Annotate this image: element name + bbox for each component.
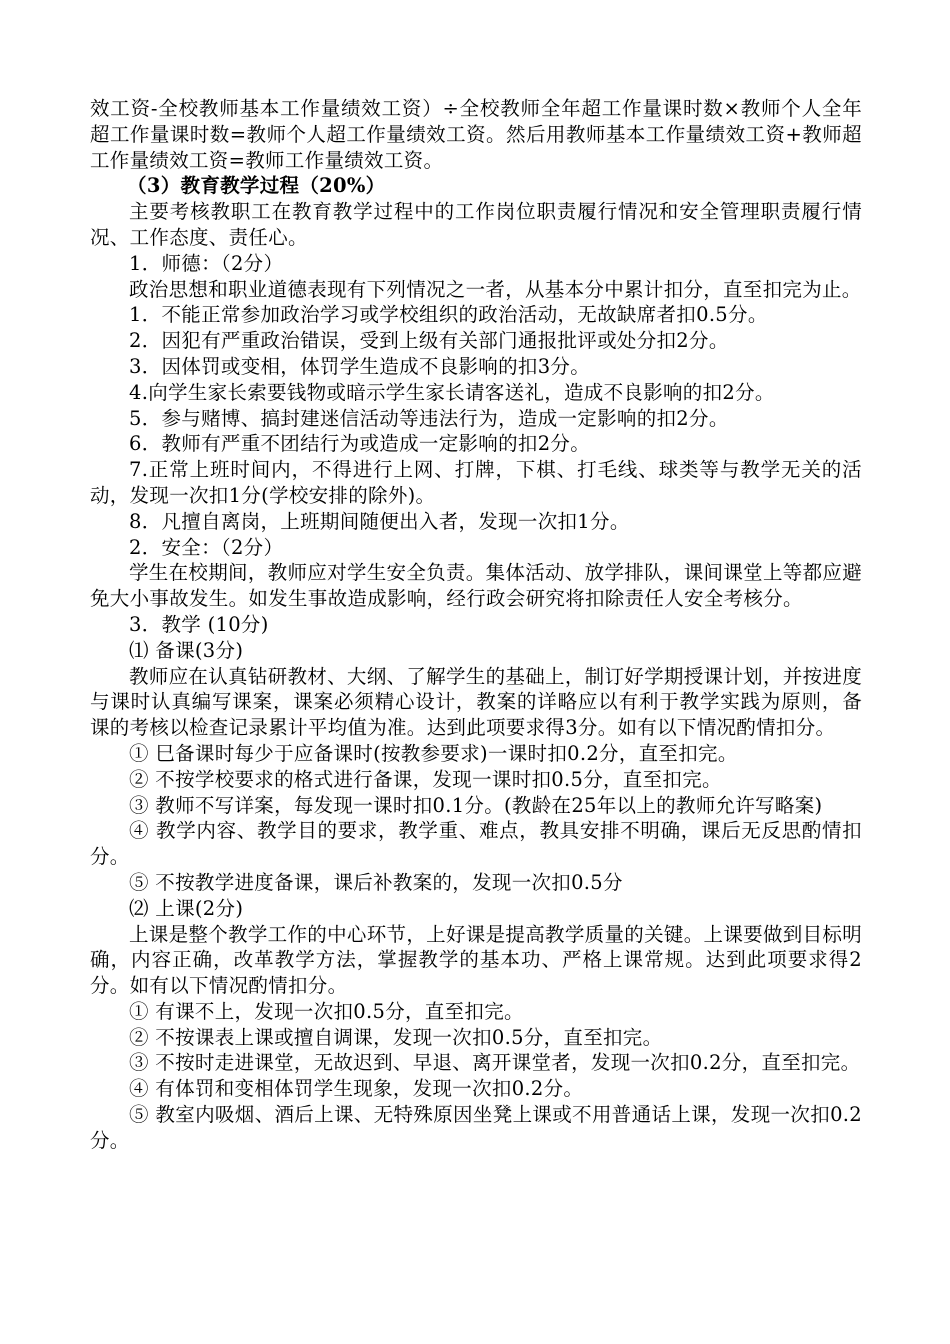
list-item-class-1: ① 有课不上，发现一次扣0.5分，直至扣完。 [129, 999, 524, 1023]
subheading-lesson-prep: ⑴ 备课(3分) [129, 638, 244, 662]
list-item-prep-4: ④ 教学内容、教学目的要求，教学重、难点，教具安排不明确，课后无反思酌情扣分。 [90, 819, 862, 869]
subheading-ethics: 1．师德：（2分） [129, 251, 284, 275]
paragraph-class: 上课是整个教学工作的中心环节，上好课是提高教学质量的关键。上课要做到目标明确，内容正确，改革教学方法，掌握教学的基本功、严格上课常规。达到此项要求得2分。如有以下情况酌情扣分。 [90, 922, 862, 998]
paragraph-salary-formula: 效工资-全校教师基本工作量绩效工资）÷全校教师全年超工作量课时数×教师个人全年超工作量课时数=教师个人超工作量绩效工资。然后用教师基本工作量绩效工资+教师超工作量绩效工资=教师工作量绩效工资。 [90, 97, 862, 172]
paragraph-safety: 学生在校期间，教师应对学生安全负责。集体活动、放学排队，课间课堂上等都应避免大小事故发生。如发生事故造成影响，经行政会研究将扣除责任人安全考核分。 [90, 561, 862, 611]
list-item-ethics-5: 5．参与赌博、搞封建迷信活动等违法行为，造成一定影响的扣2分。 [129, 406, 729, 430]
paragraph-ethics-intro: 政治思想和职业道德表现有下列情况之一者，从基本分中累计扣分，直至扣完为止。 [129, 277, 862, 301]
subheading-safety: 2．安全：（2分） [129, 535, 284, 559]
list-item-ethics-1: 1．不能正常参加政治学习或学校组织的政治活动，无故缺席者扣0.5分。 [129, 303, 768, 327]
list-item-prep-3: ③ 教师不写详案，每发现一课时扣0.1分。(教龄在25年以上的教师允许写略案) [129, 793, 823, 817]
list-item-class-2: ② 不按课表上课或擅自调课，发现一次扣0.5分，直至扣完。 [129, 1025, 663, 1049]
paragraph-lesson-prep: 教师应在认真钻研教材、大纲、了解学生的基础上，制订好学期授课计划，并按进度与课时认真编写课案，课案必须精心设计，教案的详略应以有利于教学实践为原则，备课的考核以检查记录累计平均值为准。达到此项要求得3分。如有以下情况酌情扣分。 [90, 664, 862, 740]
list-item-ethics-8: 8．凡擅自离岗，上班期间随便出入者，发现一次扣1分。 [129, 509, 630, 533]
list-item-ethics-7: 7.正常上班时间内，不得进行上网、打牌，下棋、打毛线、球类等与教学无关的活动，发现一次扣1分(学校安排的除外)。 [90, 458, 862, 507]
list-item-ethics-4: 4.向学生家长索要钱物或暗示学生家长请客送礼，造成不良影响的扣2分。 [129, 380, 775, 404]
list-item-prep-1: ① 巳备课时每少于应备课时(按教参要求)一课时扣0.2分，直至扣完。 [129, 741, 738, 765]
list-item-prep-2: ② 不按学校要求的格式进行备课，发现一课时扣0.5分，直至扣完。 [129, 767, 722, 791]
subheading-class: ⑵ 上课(2分) [129, 896, 244, 920]
paragraph-assessment-scope: 主要考核教职工在教育教学过程中的工作岗位职责履行情况和安全管理职责履行情况、工作态度、责任心。 [90, 200, 862, 249]
list-item-ethics-2: 2．因犯有严重政治错误，受到上级有关部门通报批评或处分扣2分。 [129, 329, 729, 353]
list-item-class-5: ⑤ 教室内吸烟、酒后上课、无特殊原因坐凳上课或不用普通话上课，发现一次扣0.2分。 [90, 1103, 862, 1152]
list-item-class-4: ④ 有体罚和变相体罚学生现象，发现一次扣0.2分。 [129, 1077, 584, 1101]
list-item-prep-5: ⑤ 不按教学进度备课，课后补教案的，发现一次扣0.5分 [129, 870, 623, 894]
section-heading-teaching-process: （3）教育教学过程（20%） [127, 174, 386, 198]
list-item-ethics-6: 6．教师有严重不团结行为或造成一定影响的扣2分。 [129, 432, 591, 456]
list-item-class-3: ③ 不按时走进课堂，无故迟到、早退、离开课堂者，发现一次扣0.2分，直至扣完。 [129, 1051, 861, 1075]
list-item-ethics-3: 3．因体罚或变相，体罚学生造成不良影响的扣3分。 [129, 354, 591, 378]
subheading-teaching: 3．教学 (10分) [129, 612, 269, 636]
